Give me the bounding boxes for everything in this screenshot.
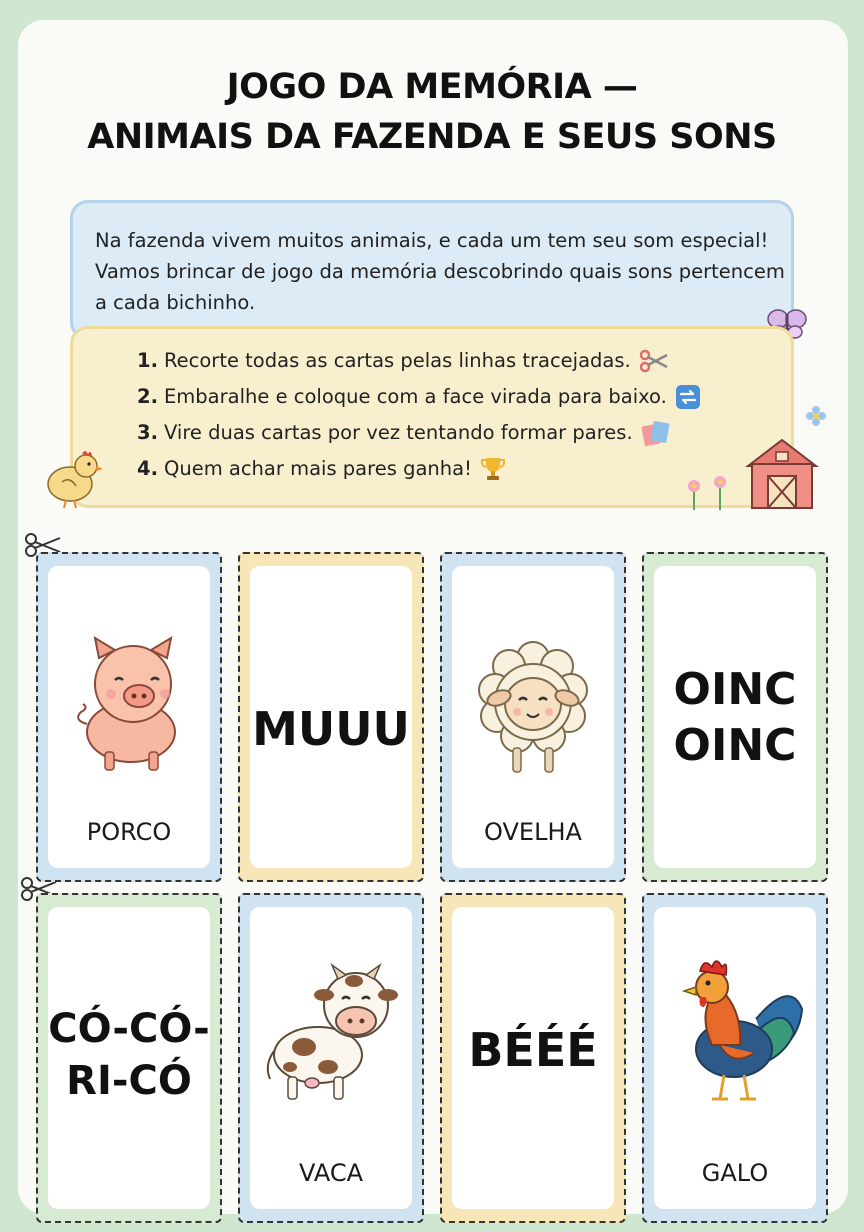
- card-face: [250, 907, 412, 1209]
- card-porco[interactable]: [36, 552, 222, 882]
- sound-word-line: CÓ-CÓ-: [48, 1006, 210, 1052]
- intro-text: Na fazenda vivem muitos animais, e cada um tem seu som especial! Vamos brincar de jogo da memória descobrindo quais sons pertencem a cada bichinho.: [95, 229, 785, 314]
- card-ovelha[interactable]: [440, 552, 626, 882]
- flowers-icon: [682, 472, 738, 516]
- card-co-co-ri-co[interactable]: [36, 893, 222, 1223]
- cow-icon: [250, 955, 412, 1105]
- step-text: Recorte todas as cartas pelas linhas tracejadas.: [163, 349, 631, 372]
- cards-icon: [641, 419, 671, 447]
- sound-word-line: RI-CÓ: [66, 1058, 192, 1104]
- trophy-icon: [480, 455, 506, 483]
- step-number: 2.: [137, 385, 158, 408]
- card-label: OVELHA: [484, 818, 582, 846]
- sound-word: [654, 662, 816, 774]
- card-face: [452, 566, 614, 868]
- rooster-icon: [654, 949, 816, 1109]
- sound-word: BÉÉÉ: [468, 1023, 598, 1077]
- card-vaca[interactable]: [238, 893, 424, 1223]
- card-face: [654, 566, 816, 868]
- step-item: [137, 415, 701, 451]
- step-number: 4.: [137, 457, 158, 480]
- sound-word-line: OINC: [673, 720, 797, 771]
- flower-icon: [804, 404, 828, 432]
- step-number: 1.: [137, 349, 158, 372]
- title-line-1: JOGO DA MEMÓRIA —: [226, 67, 638, 107]
- step-item: [137, 379, 701, 415]
- barn-icon: [742, 436, 822, 516]
- step-text: Quem achar mais pares ganha!: [163, 457, 472, 480]
- chicken-icon: [42, 444, 104, 514]
- shuffle-icon: [675, 384, 701, 410]
- card-label: PORCO: [86, 818, 172, 846]
- page-title: [0, 62, 864, 162]
- card-oinc-oinc[interactable]: [642, 552, 828, 882]
- card-face: [48, 566, 210, 868]
- card-label: VACA: [298, 1159, 364, 1187]
- card-label: GALO: [701, 1159, 769, 1187]
- instructions-list: [137, 343, 701, 487]
- sheep-icon: [452, 632, 614, 776]
- card-face: [48, 907, 210, 1209]
- scissors-icon: [639, 349, 669, 373]
- step-item: [137, 451, 701, 487]
- sound-word-line: OINC: [673, 664, 797, 715]
- card-muuu[interactable]: [238, 552, 424, 882]
- intro-box: [70, 200, 794, 340]
- step-text: Vire duas cartas por vez tentando formar pares.: [163, 421, 633, 444]
- step-text: Embaralhe e coloque com a face virada para baixo.: [163, 385, 667, 408]
- step-item: [137, 343, 701, 379]
- sound-word: [48, 1003, 210, 1107]
- step-number: 3.: [137, 421, 158, 444]
- pig-icon: [48, 624, 210, 774]
- card-beee[interactable]: [440, 893, 626, 1223]
- title-line-2: ANIMAIS DA FAZENDA E SEUS SONS: [87, 117, 777, 157]
- card-face: [654, 907, 816, 1209]
- card-face: [250, 566, 412, 868]
- sound-word: MUUU: [252, 702, 410, 756]
- card-galo[interactable]: [642, 893, 828, 1223]
- card-face: [452, 907, 614, 1209]
